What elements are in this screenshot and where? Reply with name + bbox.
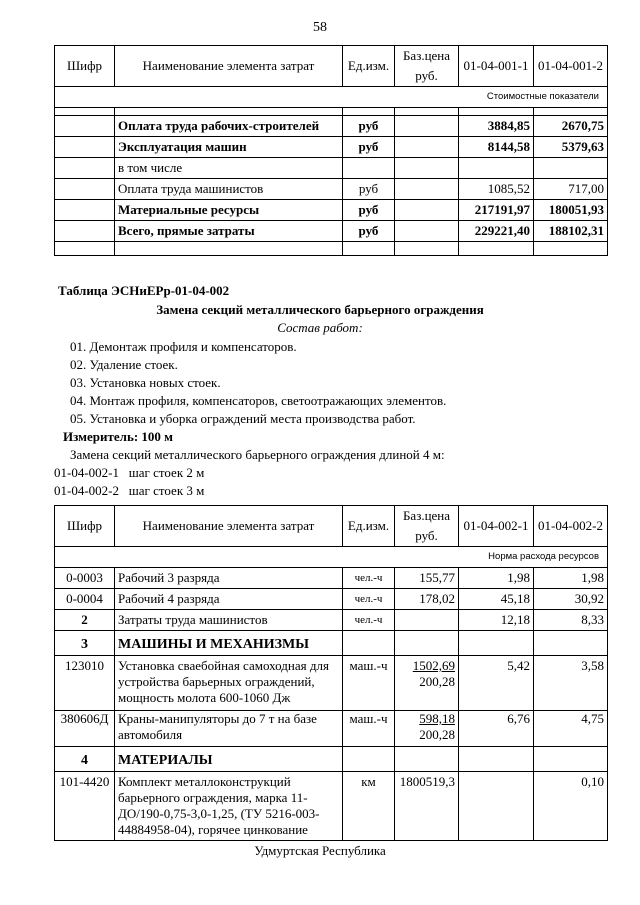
row-price: 1502,69 (412, 658, 455, 673)
table-row (55, 711, 608, 747)
row-value-1: 6,76 (459, 711, 534, 747)
row-value-1: 229221,40 (459, 221, 534, 242)
row-value-1: 217191,97 (459, 200, 534, 221)
row-value-2: 717,00 (534, 179, 608, 200)
section-row (55, 631, 608, 656)
row-unit: маш.-ч (343, 656, 395, 711)
row-unit: руб (343, 221, 395, 242)
row-value-1: 5,42 (459, 656, 534, 711)
row-name: Материальные ресурсы (115, 200, 343, 221)
header-code: Шифр (55, 46, 115, 87)
row-price: 1800519,3 (395, 772, 459, 841)
row-value-2: 180051,93 (534, 200, 608, 221)
row-code: 0-0003 (55, 568, 115, 589)
works-heading: Состав работ: (277, 320, 363, 335)
table-row (55, 221, 608, 242)
row-unit: чел.-ч (343, 610, 395, 631)
row-name: Всего, прямые затраты (115, 221, 343, 242)
row-code: 2 (55, 610, 115, 631)
table-row (55, 610, 608, 631)
table-row (55, 568, 608, 589)
row-name: Оплата труда рабочих-строителей (115, 116, 343, 137)
header-col2: 01-04-001-2 (534, 46, 608, 87)
table-row (55, 589, 608, 610)
section-title: МАТЕРИАЛЫ (115, 747, 343, 772)
header-unit: Ед.изм. (343, 506, 395, 547)
row-name: Эксплуатация машин (115, 137, 343, 158)
row-name: Краны-манипуляторы до 7 т на базе автомобиля (115, 711, 343, 747)
header-col1: 01-04-002-1 (459, 506, 534, 547)
row-price-2: 200,28 (419, 674, 455, 689)
table-title: Таблица ЭСНиЕРр-01-04-002 (58, 283, 230, 298)
row-price-2: 200,28 (419, 727, 455, 742)
row-unit: чел.-ч (343, 568, 395, 589)
row-name: Рабочий 3 разряда (115, 568, 343, 589)
variant-code: 01-04-002-2 (54, 483, 119, 498)
page-number: 58 (313, 20, 327, 35)
row-price: 155,77 (395, 568, 459, 589)
section-number: 3 (55, 631, 115, 656)
row-value-2: 1,98 (534, 568, 608, 589)
row-code: 0-0004 (55, 589, 115, 610)
table-row (55, 772, 608, 841)
row-code: 123010 (55, 656, 115, 711)
row-value-1 (459, 772, 534, 841)
row-value-2: 3,58 (534, 656, 608, 711)
work-item: 02. Удаление стоек. (70, 357, 178, 372)
work-item: 04. Монтаж профиля, компенсаторов, светоотражающих элементов. (70, 393, 447, 408)
header-code: Шифр (55, 506, 115, 547)
table-row (55, 158, 608, 179)
work-item: 01. Демонтаж профиля и компенсаторов. (70, 339, 297, 354)
row-price: 598,18 (419, 711, 455, 726)
header-base-price: Баз.цена руб. (395, 46, 459, 87)
header-name: Наименование элемента затрат (115, 46, 343, 87)
row-value-1: 45,18 (459, 589, 534, 610)
variant-text: шаг стоек 2 м (128, 465, 205, 480)
row-value-2: 188102,31 (534, 221, 608, 242)
row-price (395, 610, 459, 631)
row-name: Комплект металлоконструкций барьерного ограждения, марка 11-ДО/190-0,75-3,0-1,25, (ТУ 5216-003-44884958-04), горячее цинкование (115, 772, 343, 841)
footer-region: Удмуртская Республика (254, 843, 386, 858)
row-unit: руб (343, 179, 395, 200)
section-number: 4 (55, 747, 115, 772)
table-row (55, 137, 608, 158)
header-col1: 01-04-001-1 (459, 46, 534, 87)
row-value-1: 12,18 (459, 610, 534, 631)
row-code: 101-4420 (55, 772, 115, 841)
section-row (55, 747, 608, 772)
description: Замена секций металлического барьерного ограждения длиной 4 м: (70, 447, 445, 462)
row-name: Установка сваебойная самоходная для устройства барьерных ограждений, мощность молота 600-1060 Дж (115, 656, 343, 711)
row-price: 178,02 (395, 589, 459, 610)
variant-code: 01-04-002-1 (54, 465, 119, 480)
row-unit: руб (343, 200, 395, 221)
row-value-1: 1,98 (459, 568, 534, 589)
row-unit: маш.-ч (343, 711, 395, 747)
row-unit: чел.-ч (343, 589, 395, 610)
header-unit: Ед.изм. (343, 46, 395, 87)
resource-subheader: Норма расхода ресурсов (55, 547, 608, 568)
variant-item (54, 482, 204, 500)
row-unit: км (343, 772, 395, 841)
row-name: в том числе (115, 158, 343, 179)
variant-item (54, 464, 204, 482)
row-value-1: 3884,85 (459, 116, 534, 137)
row-name: Оплата труда машинистов (115, 179, 343, 200)
cost-subheader: Стоимостные показатели (55, 87, 608, 108)
row-name: Затраты труда машинистов (115, 610, 343, 631)
row-value-2: 8,33 (534, 610, 608, 631)
work-item: 05. Установка и уборка ограждений места производства работ. (70, 411, 416, 426)
table-row (55, 656, 608, 711)
header-name: Наименование элемента затрат (115, 506, 343, 547)
row-value-2: 5379,63 (534, 137, 608, 158)
row-name: Рабочий 4 разряда (115, 589, 343, 610)
work-item: 03. Установка новых стоек. (70, 375, 221, 390)
meter: Измеритель: 100 м (63, 429, 174, 444)
table-row (55, 116, 608, 137)
row-unit: руб (343, 137, 395, 158)
row-unit: руб (343, 116, 395, 137)
cost-table (54, 45, 608, 256)
row-value-2: 0,10 (534, 772, 608, 841)
row-value-2: 2670,75 (534, 116, 608, 137)
resource-table (54, 505, 608, 841)
section-title: МАШИНЫ И МЕХАНИЗМЫ (115, 631, 343, 656)
header-base-price: Баз.цена руб. (395, 506, 459, 547)
table-row (55, 179, 608, 200)
row-value-2: 30,92 (534, 589, 608, 610)
row-value-1: 8144,58 (459, 137, 534, 158)
variant-text: шаг стоек 3 м (128, 483, 205, 498)
row-value-2: 4,75 (534, 711, 608, 747)
row-code: 380606Д (55, 711, 115, 747)
header-col2: 01-04-002-2 (534, 506, 608, 547)
table-subtitle: Замена секций металлического барьерного ограждения (156, 302, 484, 317)
table-row (55, 200, 608, 221)
row-value-1: 1085,52 (459, 179, 534, 200)
